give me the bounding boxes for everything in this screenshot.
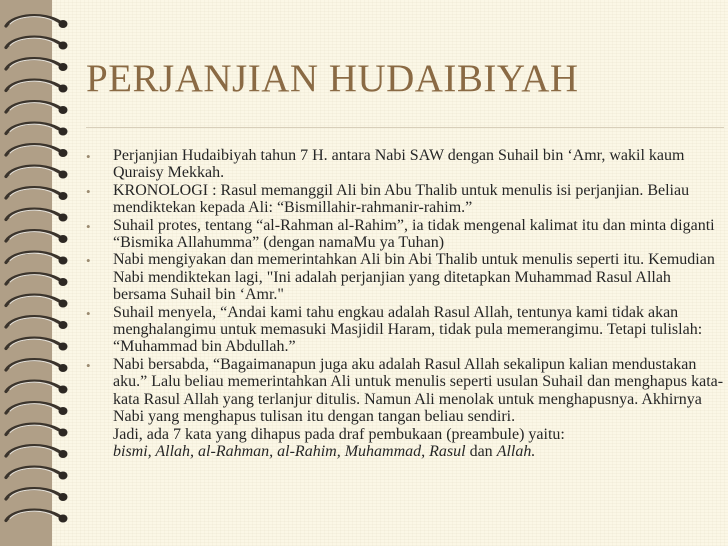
list-item bbox=[84, 356, 724, 460]
bullet-text: Suhail menyela, “Andai kami tahu engkau adalah Rasul Allah, tentunya kami tidak akan menghalangimu untuk memasuki Masjidil Haram, tidak pula memerangimu. Tetapi tulislah: “Muhammad bin Abdullah.” bbox=[113, 303, 703, 356]
bullet-icon: • bbox=[86, 183, 91, 199]
bullet-text: KRONOLOGI : Rasul memanggil Ali bin Abu Thalib untuk menulis isi perjanjian. Beliau mendiktekan kepada Ali: “Bismillahir-rahmanir-rahim.” bbox=[113, 181, 690, 217]
bullet-icon: • bbox=[86, 357, 91, 373]
list-item bbox=[84, 217, 724, 252]
page-title: PERJANJIAN HUDAIBIYAH bbox=[86, 57, 579, 100]
summary-connector: dan bbox=[469, 442, 493, 460]
deleted-last-word: Allah. bbox=[496, 442, 536, 460]
deleted-words: bismi, Allah, al-Rahman, al-Rahim, Muhammad, Rasul bbox=[113, 442, 466, 460]
bullet-text: Nabi mengiyakan dan memerintahkan Ali bin Abi Thalib untuk menulis seperti itu. Kemudian Nabi mendiktekan lagi, "Ini adalah perjanjian yang ditetapkan Muhammad Rasul Allah bersama Suhail bin ‘Amr." bbox=[113, 251, 715, 304]
list-item bbox=[84, 304, 724, 356]
bullet-text: Nabi bersabda, “Bagaimanapun juga aku adalah Rasul Allah sekalipun kalian mendustakan aku.” Lalu beliau memerintahkan Ali untuk menulis seperti usulan Suhail dan menghapus kata-kata Rasul Allah yang terlanjur ditulis. Namun Ali menolak untuk menghapusnya. Akhirnya Nabi yang menghapus tulisan itu dengan tangan beliau sendiri. bbox=[113, 355, 724, 426]
bullet-list bbox=[84, 147, 724, 460]
bullet-icon: • bbox=[86, 149, 91, 164]
bullet-icon: • bbox=[86, 305, 91, 321]
summary-text bbox=[113, 426, 724, 461]
bullet-icon: • bbox=[86, 253, 91, 269]
bullet-icon: • bbox=[86, 218, 91, 234]
list-item bbox=[84, 147, 724, 182]
summary-intro: Jadi, ada 7 kata yang dihapus pada draf pembukaan (preambule) yaitu: bbox=[113, 425, 565, 443]
list-item bbox=[84, 182, 724, 217]
title-divider bbox=[86, 127, 724, 128]
bullet-text: Suhail protes, tentang “al-Rahman al-Rahim”, ia tidak mengenal kalimat itu dan minta diganti “Bismika Allahumma” (dengan namaMu ya Tuhan) bbox=[113, 216, 715, 252]
list-item bbox=[84, 251, 724, 303]
spiral-binding-icon bbox=[0, 0, 80, 546]
bullet-text: Perjanjian Hudaibiyah tahun 7 H. antara Nabi SAW dengan Suhail bin ‘Amr, wakil kaum Quraisy Mekkah. bbox=[113, 147, 685, 182]
